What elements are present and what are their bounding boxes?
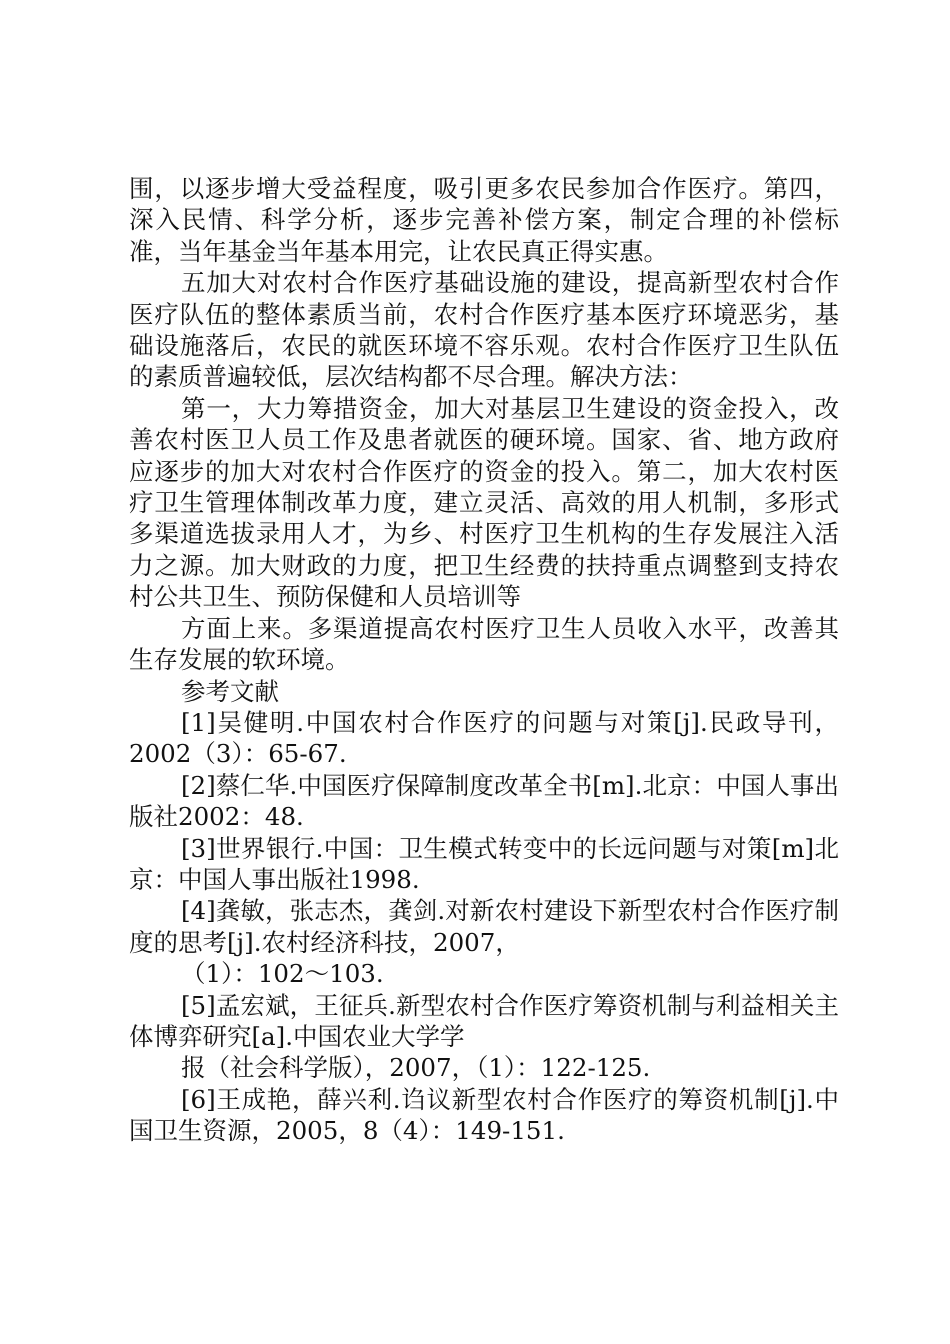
body-paragraph: 五加大对农村合作医疗基础设施的建设，提高新型农村合作医疗队伍的整体素质当前，农村合作医疗基本医疗环境恶劣，基础设施落后，农民的就医环境不容乐观。农村合作医疗卫生队伍的素质普遍较低，层次结构都不尽合理。解决方法： (129, 268, 839, 392)
reference-item: （1）：102～103. (181, 959, 384, 989)
references-heading: 参考文献 (181, 676, 279, 706)
reference-item: [4]龚敏，张志杰，龚剑.对新农村建设下新型农村合作医疗制度的思考[j].农村经济科技，2007， (129, 896, 839, 957)
body-paragraph: 方面上来。多渠道提高农村医疗卫生人员收入水平，改善其生存发展的软环境。 (129, 613, 839, 675)
reference-item: [5]孟宏斌，王征兵.新型农村合作医疗筹资机制与利益相关主体博弈研究[a].中国农业大学学 (129, 990, 839, 1051)
reference-item: [3]世界银行.中国：卫生模式转变中的长远问题与对策[m]北京：中国人事出版社1998. (129, 833, 839, 894)
reference-item: [6]王成艳，薛兴利.诌议新型农村合作医疗的筹资机制[j].中国卫生资源，2005，8（4）：149-151. (129, 1084, 839, 1146)
reference-item: 报（社会科学版），2007，（1）：122-125. (181, 1053, 651, 1083)
document-page (129, 173, 839, 1147)
reference-item: [2]蔡仁华.中国医疗保障制度改革全书[m].北京：中国人事出版社2002：48. (129, 770, 839, 832)
body-paragraph: 围，以逐步增大受益程度，吸引更多农民参加合作医疗。第四，深入民情、科学分析，逐步完善补偿方案，制定合理的补偿标准，当年基金当年基本用完，让农民真正得实惠。 (129, 174, 839, 266)
body-paragraph: 第一，大力筹措资金，加大对基层卫生建设的资金投入，改善农村医卫人员工作及患者就医的硬环境。国家、省、地方政府应逐步的加大对农村合作医疗的资金的投入。第二，加大农村医疗卫生管理体制改革力度，建立灵活、高效的用人机制，多形式多渠道选拔录用人才，为乡、村医疗卫生机构的生存发展注入活力之源。加大财政的力度，把卫生经费的扶持重点调整到支持农村公共卫生、预防保健和人员培训等 (129, 393, 839, 612)
reference-item: [1]吴健明.中国农村合作医疗的问题与对策[j].民政导刊，2002（3）：65-67. (129, 707, 839, 769)
